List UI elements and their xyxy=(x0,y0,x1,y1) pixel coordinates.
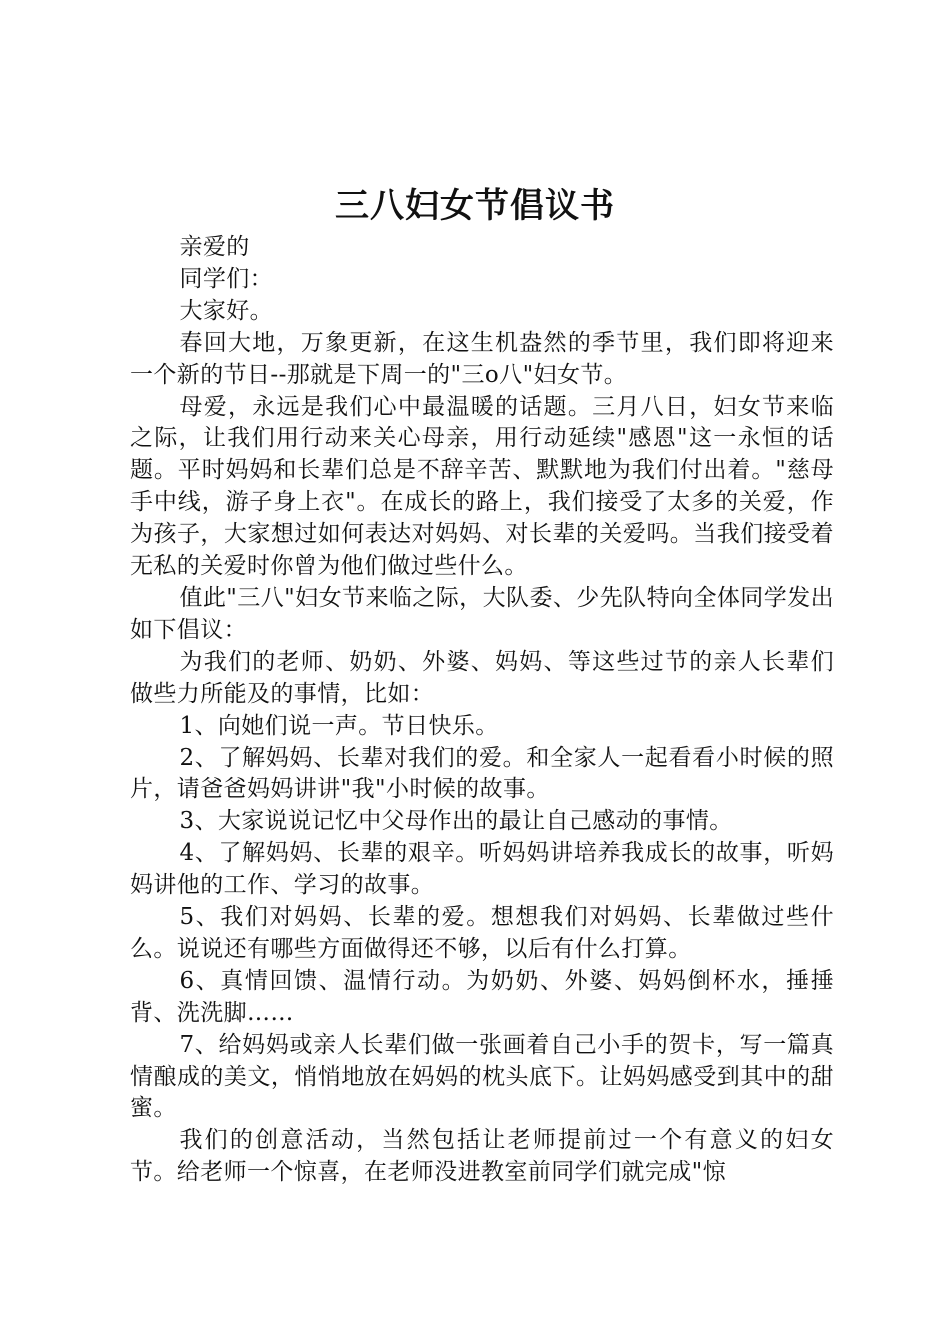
paragraph: 母爱，永远是我们心中最温暖的话题。三月八日，妇女节来临之际，让我们用行动来关心母亲，用行动延续"感恩"这一永恒的话题。平时妈妈和长辈们总是不辞辛苦、默默地为我们付出着。"慈母手中线，游子身上衣"。在成长的路上，我们接受了太多的关爱，作为孩子，大家想过如何表达对妈妈、对长辈的关爱吗。当我们接受着无私的关爱时你曾为他们做过些什么。 xyxy=(130,393,834,580)
paragraph: 3、大家说说记忆中父母作出的最让自己感动的事情。 xyxy=(179,808,733,835)
paragraph: 值此"三八"妇女节来临之际，大队委、少先队特向全体同学发出如下倡议： xyxy=(130,584,834,643)
paragraph: 大家好。 xyxy=(179,297,274,324)
paragraph: 亲爱的 xyxy=(179,234,250,260)
paragraph: 5、我们对妈妈、长辈的爱。想想我们对妈妈、长辈做过些什么。说说还有哪些方面做得还不够，以后有什么打算。 xyxy=(130,904,834,962)
document-body xyxy=(130,232,834,1189)
page-title: 三八妇女节倡议书 xyxy=(335,186,615,226)
paragraph: 7、给妈妈或亲人长辈们做一张画着自己小手的贺卡，写一篇真情酿成的美文，悄悄地放在妈妈的枕头底下。让妈妈感受到其中的甜蜜。 xyxy=(130,1031,834,1122)
paragraph: 4、了解妈妈、长辈的艰辛。听妈妈讲培养我成长的故事，听妈妈讲他的工作、学习的故事。 xyxy=(130,840,834,899)
paragraph: 春回大地，万象更新，在这生机盎然的季节里，我们即将迎来一个新的节日--那就是下周一的"三o八"妇女节。 xyxy=(130,329,834,388)
paragraph: 为我们的老师、奶奶、外婆、妈妈、等这些过节的亲人长辈们做些力所能及的事情，比如： xyxy=(130,648,834,707)
paragraph: 我们的创意活动，当然包括让老师提前过一个有意义的妇女节。给老师一个惊喜，在老师没进教室前同学们就完成"惊 xyxy=(130,1127,834,1186)
paragraph: 1、向她们说一声。节日快乐。 xyxy=(179,712,499,739)
paragraph: 6、真情回馈、温情行动。为奶奶、外婆、妈妈倒杯水，捶捶背、洗洗脚…… xyxy=(130,967,834,1026)
paragraph: 2、了解妈妈、长辈对我们的爱。和全家人一起看看小时候的照片，请爸爸妈妈讲讲"我"小时候的故事。 xyxy=(130,744,834,803)
paragraph: 同学们： xyxy=(179,265,274,292)
